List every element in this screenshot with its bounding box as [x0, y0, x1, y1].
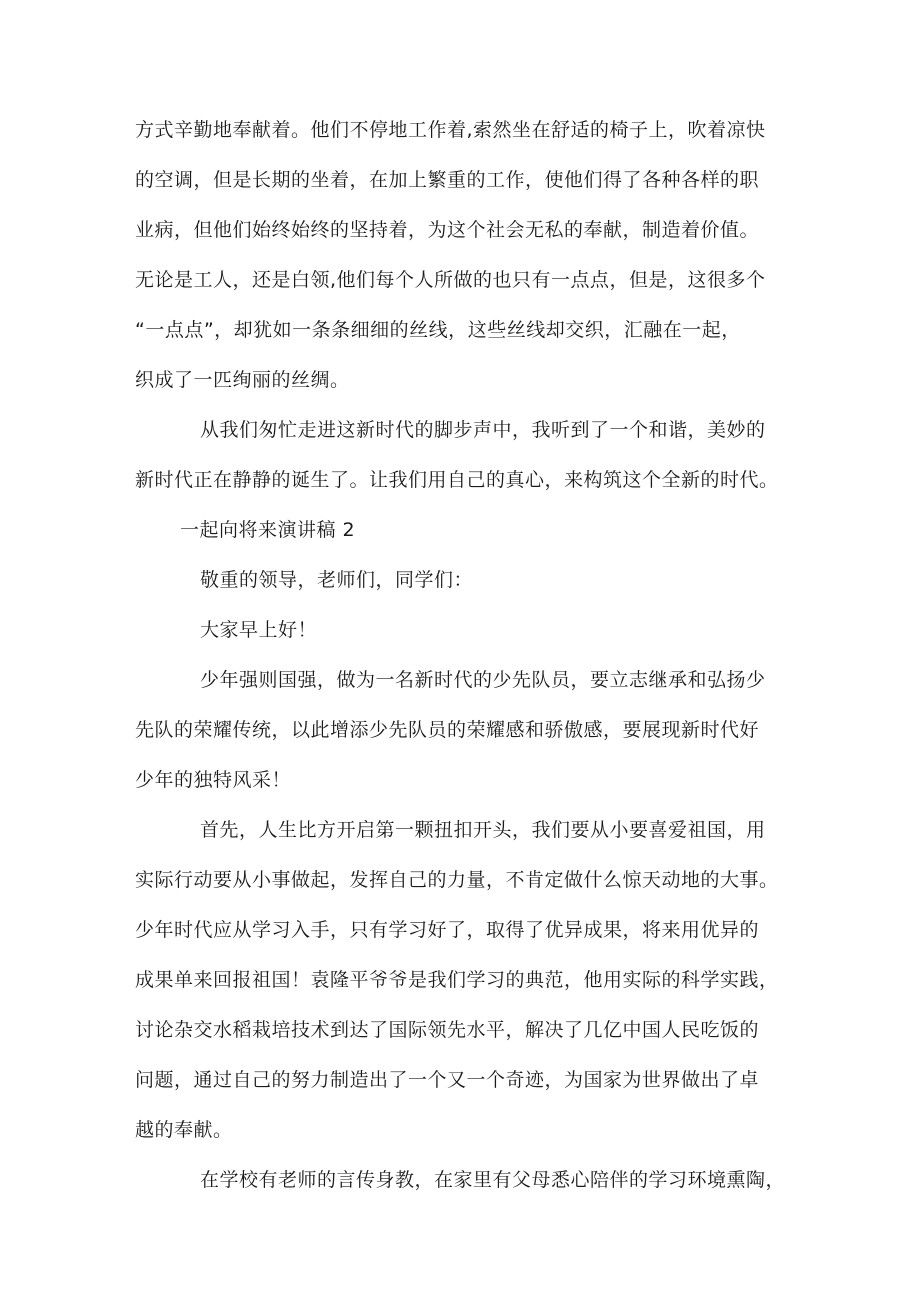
text-line: “一点点”，却犹如一条条细细的丝线，这些丝线却交织，汇融在一起， [135, 319, 741, 341]
text-line: 在学校有老师的言传身教，在家里有父母悉心陪伴的学习环境熏陶， [200, 1169, 786, 1191]
text-line: 首先，人生比方开启第一颗扭扣开头，我们要从小要喜爱祖国，用 [200, 819, 766, 841]
text-line: 讨论杂交水稻栽培技术到达了国际领先水平，解决了几亿中国人民吃饭的 [135, 1019, 760, 1041]
text-line: 大家早上好！ [200, 619, 318, 641]
text-line: 的空调，但是长期的坐着，在加上繁重的工作，使他们得了各种各样的职 [135, 169, 760, 191]
section-heading: 一起向将来演讲稿 2 [180, 519, 356, 541]
text-line: 从我们匆忙走进这新时代的脚步声中，我听到了一个和谐，美妙的 [200, 419, 766, 441]
text-line: 实际行动要从小事做起，发挥自己的力量，不肯定做什么惊天动地的大事。 [135, 869, 779, 891]
text-line: 新时代正在静静的诞生了。让我们用自己的真心，来构筑这个全新的时代。 [135, 469, 779, 491]
text-line: 越的奉献。 [135, 1119, 233, 1141]
text-line: 方式辛勤地奉献着。他们不停地工作着,索然坐在舒适的椅子上，吹着凉快 [135, 119, 766, 141]
text-line: 成果单来回报祖国！袁隆平爷爷是我们学习的典范，他用实际的科学实践， [135, 969, 779, 991]
text-line: 问题，通过自己的努力制造出了一个又一个奇迹，为国家为世界做出了卓 [135, 1069, 760, 1091]
text-line: 业病，但他们始终始终的坚持着，为这个社会无私的奉献，制造着价值。 [135, 219, 760, 241]
text-line: 敬重的领导，老师们，同学们： [200, 569, 474, 591]
text-line: 无论是工人，还是白领,他们每个人所做的也只有一点点，但是，这很多个 [135, 269, 766, 291]
text-line: 少年时代应从学习入手，只有学习好了，取得了优异成果，将来用优异的 [135, 919, 760, 941]
text-line: 织成了一匹绚丽的丝绸。 [135, 369, 350, 391]
text-line: 少年强则国强，做为一名新时代的少先队员，要立志继承和弘扬少 [200, 669, 766, 691]
text-line: 少年的独特风采！ [135, 769, 292, 791]
text-line: 先队的荣耀传统，以此增添少先队员的荣耀感和骄傲感，要展现新时代好 [135, 719, 760, 741]
